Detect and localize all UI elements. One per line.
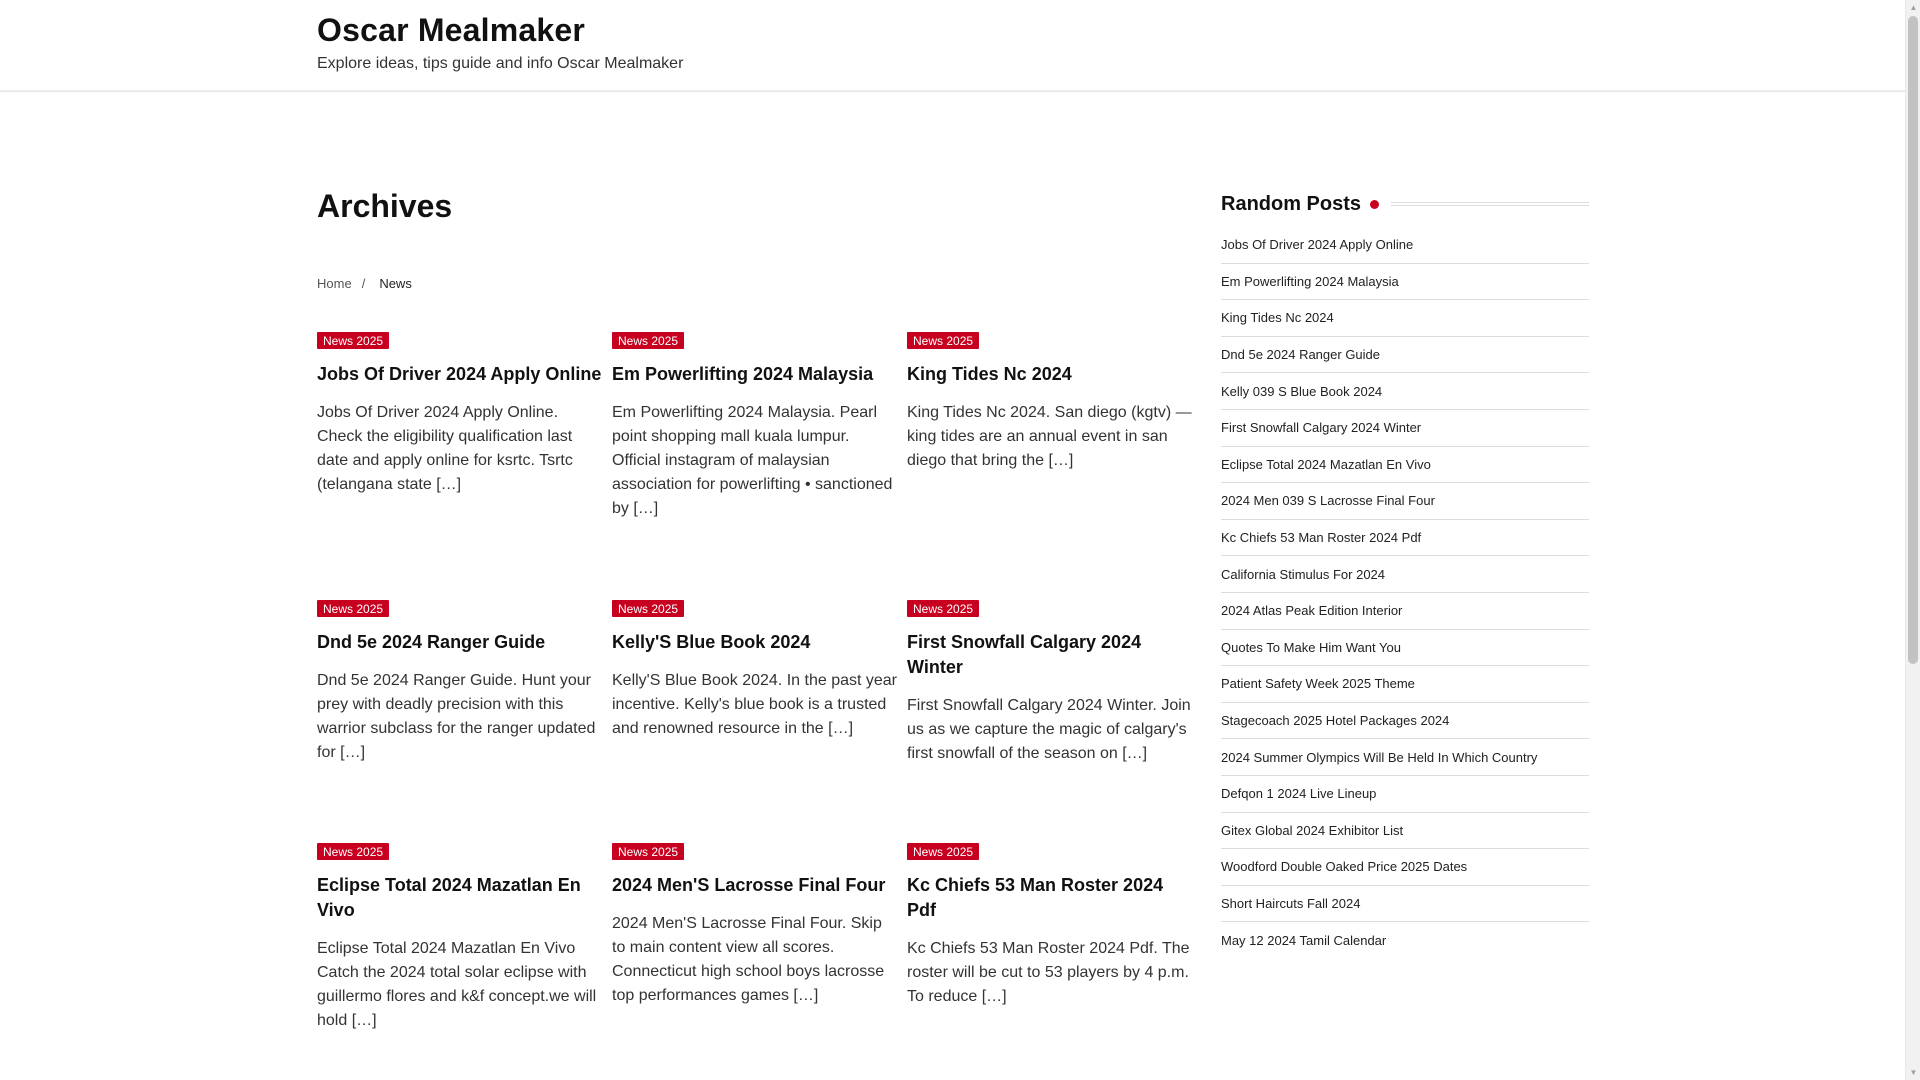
scrollbar-thumb[interactable] xyxy=(1908,16,1918,664)
post-title-link[interactable]: Kelly'S Blue Book 2024 xyxy=(612,632,811,652)
category-badge[interactable]: News 2025 xyxy=(317,332,389,349)
post-card xyxy=(907,332,1193,473)
header-divider xyxy=(0,90,1905,91)
scroll-down-arrow-icon[interactable]: ▼ xyxy=(1909,1068,1918,1077)
list-item xyxy=(1221,264,1589,301)
post-excerpt: Jobs Of Driver 2024 Apply Online. Check the eligibility qualification last date and apply online for ksrtc. Tsrtc (telangana state […] xyxy=(317,404,573,493)
widget-title: Random Posts xyxy=(1221,192,1362,215)
widget-header xyxy=(1221,192,1589,216)
post-excerpt: Eclipse Total 2024 Mazatlan En Vivo Catch the 2024 total solar eclipse with guillermo flores and k&f concept.we will hold […] xyxy=(317,940,597,1029)
random-post-link[interactable]: Kelly 039 S Blue Book 2024 xyxy=(1221,383,1383,399)
post-title-link[interactable]: Eclipse Total 2024 Mazatlan En Vivo xyxy=(317,875,581,920)
post-card xyxy=(612,600,898,741)
breadcrumb-separator: / xyxy=(361,276,366,291)
category-badge[interactable]: News 2025 xyxy=(907,843,979,860)
post-title-link[interactable]: King Tides Nc 2024 xyxy=(907,364,1072,384)
random-post-link[interactable]: Defqon 1 2024 Live Lineup xyxy=(1221,786,1377,802)
list-item xyxy=(1221,922,1589,959)
post-card xyxy=(907,843,1193,1009)
random-post-link[interactable]: Stagecoach 2025 Hotel Packages 2024 xyxy=(1221,713,1450,729)
post-card xyxy=(612,332,898,521)
list-item xyxy=(1221,373,1589,410)
post-title-link[interactable]: Dnd 5e 2024 Ranger Guide xyxy=(317,632,546,652)
list-item xyxy=(1221,630,1589,667)
breadcrumb xyxy=(317,276,412,291)
list-item xyxy=(1221,410,1589,447)
random-post-link[interactable]: Jobs Of Driver 2024 Apply Online xyxy=(1221,237,1414,253)
post-title-link[interactable]: 2024 Men'S Lacrosse Final Four xyxy=(612,875,886,895)
scroll-up-arrow-icon[interactable]: ▲ xyxy=(1909,3,1918,12)
random-post-link[interactable]: 2024 Men 039 S Lacrosse Final Four xyxy=(1221,493,1435,509)
random-post-link[interactable]: Woodford Double Oaked Price 2025 Dates xyxy=(1221,859,1468,875)
post-excerpt: 2024 Men'S Lacrosse Final Four. Skip to main content view all scores. Connecticut high school boys lacrosse top performances games […] xyxy=(612,915,885,1004)
list-item xyxy=(1221,447,1589,484)
post-card xyxy=(612,843,898,1008)
list-item xyxy=(1221,300,1589,337)
category-badge[interactable]: News 2025 xyxy=(612,600,684,617)
random-post-link[interactable]: Eclipse Total 2024 Mazatlan En Vivo xyxy=(1221,456,1431,472)
list-item xyxy=(1221,593,1589,630)
random-post-link[interactable]: Dnd 5e 2024 Ranger Guide xyxy=(1221,347,1381,363)
random-posts-list xyxy=(1221,227,1589,959)
post-card xyxy=(907,600,1193,766)
random-post-link[interactable]: Em Powerlifting 2024 Malaysia xyxy=(1221,273,1399,289)
list-item xyxy=(1221,227,1589,264)
category-badge[interactable]: News 2025 xyxy=(907,600,979,617)
breadcrumb-home-link[interactable]: Home xyxy=(317,276,352,291)
list-item xyxy=(1221,739,1589,776)
post-excerpt: First Snowfall Calgary 2024 Winter. Join us as we capture the magic of calgary's first snowfall of the season on […] xyxy=(907,697,1191,762)
random-post-link[interactable]: First Snowfall Calgary 2024 Winter xyxy=(1221,420,1422,436)
post-title-link[interactable]: First Snowfall Calgary 2024 Winter xyxy=(907,632,1142,677)
random-post-link[interactable]: 2024 Summer Olympics Will Be Held In Which Country xyxy=(1221,749,1538,765)
page-title: Archives xyxy=(317,188,453,224)
random-post-link[interactable]: Patient Safety Week 2025 Theme xyxy=(1221,676,1415,692)
widget-dot-icon xyxy=(1370,200,1379,209)
post-excerpt: Em Powerlifting 2024 Malaysia. Pearl point shopping mall kuala lumpur. Official instagram of malaysian association for powerlifting • sanctioned by […] xyxy=(612,404,893,517)
post-excerpt: Kelly'S Blue Book 2024. In the past year incentive. Kelly's blue book is a trusted and renowned resource in the […] xyxy=(612,672,898,737)
list-item xyxy=(1221,556,1589,593)
category-badge[interactable]: News 2025 xyxy=(907,332,979,349)
post-card xyxy=(317,843,603,1033)
post-title-link[interactable]: Kc Chiefs 53 Man Roster 2024 Pdf xyxy=(907,875,1164,920)
random-post-link[interactable]: Quotes To Make Him Want You xyxy=(1221,639,1401,655)
post-excerpt: King Tides Nc 2024. San diego (kgtv) — king tides are an annual event in san diego that bring the […] xyxy=(907,404,1192,469)
random-post-link[interactable]: Short Haircuts Fall 2024 xyxy=(1221,895,1361,911)
list-item xyxy=(1221,813,1589,850)
post-excerpt: Dnd 5e 2024 Ranger Guide. Hunt your prey with deadly precision with this warrior subclass for the ranger updated for […] xyxy=(317,672,596,761)
list-item xyxy=(1221,776,1589,813)
random-post-link[interactable]: May 12 2024 Tamil Calendar xyxy=(1221,933,1387,949)
list-item xyxy=(1221,666,1589,703)
list-item xyxy=(1221,337,1589,374)
page-scrollbar[interactable] xyxy=(1905,0,1920,1080)
list-item xyxy=(1221,703,1589,740)
list-item xyxy=(1221,849,1589,886)
post-card xyxy=(317,600,603,765)
breadcrumb-current: News xyxy=(379,276,412,291)
random-post-link[interactable]: Kc Chiefs 53 Man Roster 2024 Pdf xyxy=(1221,530,1422,546)
post-excerpt: Kc Chiefs 53 Man Roster 2024 Pdf. The roster will be cut to 53 players by 4 p.m. To reduce […] xyxy=(907,940,1190,1005)
list-item xyxy=(1221,886,1589,923)
random-post-link[interactable]: Gitex Global 2024 Exhibitor List xyxy=(1221,822,1404,838)
category-badge[interactable]: News 2025 xyxy=(317,600,389,617)
random-post-link[interactable]: King Tides Nc 2024 xyxy=(1221,310,1334,326)
list-item xyxy=(1221,520,1589,557)
post-title-link[interactable]: Em Powerlifting 2024 Malaysia xyxy=(612,364,874,384)
category-badge[interactable]: News 2025 xyxy=(317,843,389,860)
site-description: Explore ideas, tips guide and info Oscar Mealmaker xyxy=(317,55,684,72)
category-badge[interactable]: News 2025 xyxy=(612,332,684,349)
post-card xyxy=(317,332,603,497)
random-posts-widget xyxy=(1221,192,1589,959)
post-title-link[interactable]: Jobs Of Driver 2024 Apply Online xyxy=(317,364,602,384)
site-title-link[interactable]: Oscar Mealmaker xyxy=(317,12,586,48)
list-item xyxy=(1221,483,1589,520)
random-post-link[interactable]: 2024 Atlas Peak Edition Interior xyxy=(1221,603,1403,619)
widget-title-rule xyxy=(1391,202,1589,206)
site-header xyxy=(0,0,1905,92)
random-post-link[interactable]: California Stimulus For 2024 xyxy=(1221,566,1386,582)
category-badge[interactable]: News 2025 xyxy=(612,843,684,860)
